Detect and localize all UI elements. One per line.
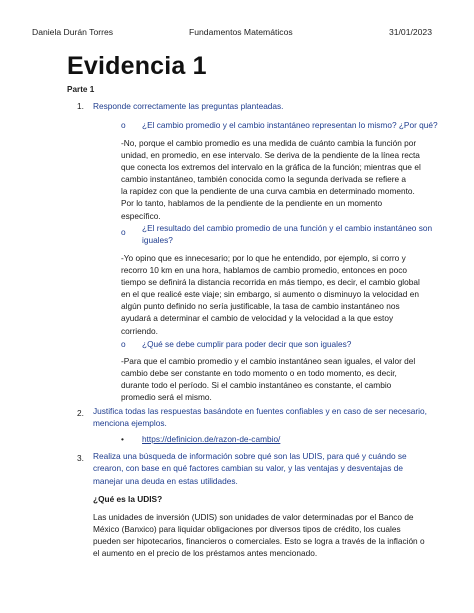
list-bullet: • — [121, 434, 124, 444]
answer-line: específico. — [121, 210, 161, 221]
question-line: menciona ejemplos. — [93, 418, 167, 429]
q1-sub3-question: ¿Qué se debe cumplir para poder decir que son iguales? — [142, 339, 352, 349]
answer-line: -Yo opino que es innecesario; por lo que he entendido, por ejemplo, si corro y — [121, 253, 406, 263]
sub-bullet: o — [121, 227, 126, 237]
question-line: ¿El resultado del cambio promedio de una función y el cambio instantáneo son — [142, 223, 433, 233]
question-line: crearon, con base en qué factores cambian su valor, y las ventajas y desventajas de — [93, 463, 403, 474]
q3-answer — [93, 511, 425, 559]
answer-line: la rapidez con que la pendiente de una curva cambia en determinado momento. — [121, 186, 415, 197]
q1-sub1-answer — [121, 137, 421, 222]
answer-line: algún punto definido no sería justificable, la tasa de cambio instantáneo nos — [121, 301, 400, 312]
q3-text — [93, 450, 407, 487]
q2-text — [93, 405, 427, 430]
q1-sub3-answer — [121, 355, 415, 403]
header-course: Fundamentos Matemáticos — [189, 27, 293, 37]
answer-line: México (Banxico) para liquidar obligaciones por diversos tipos de crédito, los cuales — [93, 524, 401, 535]
q3-subheading: ¿Qué es la UDIS? — [93, 494, 163, 504]
page-title: Evidencia 1 — [67, 52, 207, 80]
answer-line: pueden ser hipotecarios, financieros o comerciales. Esto se logra a través de la inflación o — [93, 536, 425, 547]
reference-link[interactable]: https://definicion.de/razon-de-cambio/ — [142, 434, 281, 444]
q3-number: 3. — [77, 453, 84, 463]
answer-line: en el que realicé este viaje; sin embargo, si aumento o disminuyo la velocidad en — [121, 289, 419, 300]
answer-line: -Para que el cambio promedio y el cambio instantáneo sean iguales, el valor del — [121, 356, 416, 366]
question-line: Realiza una búsqueda de información sobre qué son las UDIS, para qué y cuándo se — [93, 451, 407, 461]
header-author: Daniela Durán Torres — [32, 27, 114, 37]
q1-sub1-question: ¿El cambio promedio y el cambio instantáneo representan lo mismo? ¿Por qué? — [142, 120, 438, 130]
answer-line: que conecta los extremos del intervalo en la gráfica de la función; mientras que el — [121, 162, 421, 173]
answer-line: tiempo se definirá la distancia recorrida en más tiempo, es decir, el cambio global — [121, 277, 420, 288]
answer-line: durante todo el período. Si el cambio instantáneo es constante, el cambio — [121, 380, 392, 391]
q1-sub2-question — [142, 222, 432, 247]
answer-line: Por lo tanto, hablamos de la pendiente de la pendiente en un momento — [121, 198, 383, 209]
answer-line: cambio debe ser constante en todo momento o en todo momento, es decir, — [121, 368, 397, 379]
answer-line: Las unidades de inversión (UDIS) son unidades de valor determinadas por el Banco de — [93, 512, 414, 522]
answer-line: cambio instantáneo, también conocida como la segunda derivada se refiere a — [121, 174, 407, 185]
answer-line: unidad, en promedio, en ese intervalo. Se deriva de la pendiente de la línea recta — [121, 150, 420, 161]
question-line: manejar una deuda en estas utilidades. — [93, 475, 238, 486]
q1-number: 1. — [77, 101, 84, 111]
answer-line: corriendo. — [121, 325, 158, 336]
answer-line: recorro 10 km en una hora, hablamos de cambio promedio, entonces en poco — [121, 265, 407, 276]
sub-bullet: o — [121, 339, 126, 349]
answer-line: -No, porque el cambio promedio es una medida de cuánto cambia la función por — [121, 138, 417, 148]
q2-number: 2. — [77, 408, 84, 418]
header-date: 31/01/2023 — [388, 27, 432, 37]
answer-line: el aumento en el precio de los préstamos antes mencionado. — [93, 548, 318, 559]
answer-line: ayudará a determinar el cambio de velocidad y la velocidad a la que estoy — [121, 313, 394, 324]
q1-sub2-answer — [121, 252, 420, 337]
question-line: Justifica todas las respuestas basándote en fuentes confiables y en caso de ser necesario, — [93, 406, 427, 416]
sub-bullet: o — [121, 120, 126, 130]
q1-text: Responde correctamente las preguntas planteadas. — [93, 101, 284, 111]
question-line: iguales? — [142, 235, 173, 246]
answer-line: promedio será el mismo. — [121, 392, 212, 403]
section-heading: Parte 1 — [67, 85, 95, 94]
